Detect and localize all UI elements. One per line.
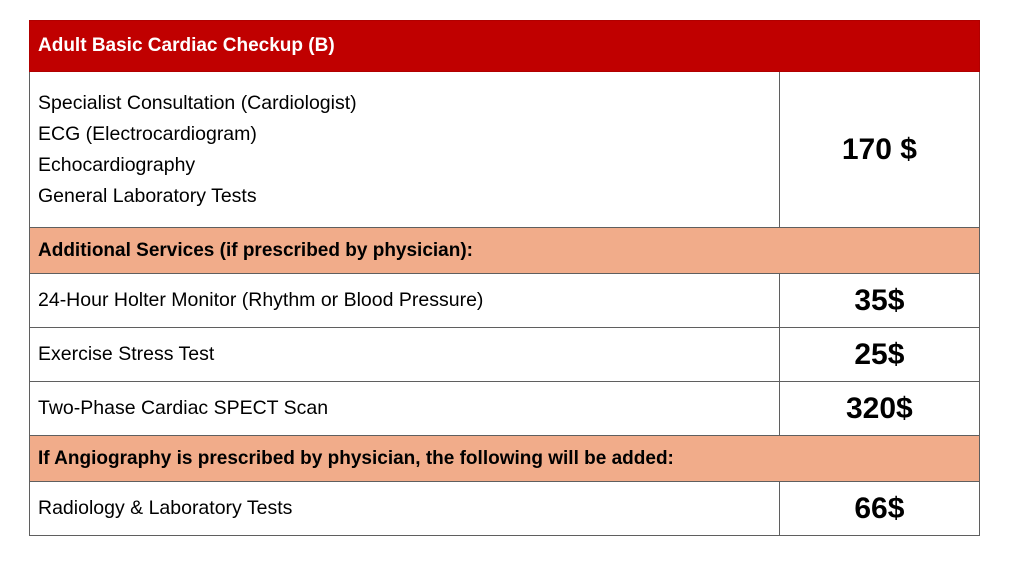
package-row (30, 72, 980, 228)
cardiac-checkup-price-table (29, 20, 980, 536)
service-row-stress-test (30, 328, 980, 382)
service-price: 320$ (779, 382, 979, 436)
service-label: Radiology & Laboratory Tests (30, 482, 780, 536)
package-item: Specialist Consultation (Cardiologist) (38, 91, 357, 114)
additional-services-header: Additional Services (if prescribed by physician): (30, 228, 980, 274)
service-label: Exercise Stress Test (30, 328, 780, 382)
service-price: 35$ (779, 274, 979, 328)
service-row-radiology-lab (30, 482, 980, 536)
package-price: 170 $ (779, 72, 979, 228)
package-item: ECG (Electrocardiogram) (38, 122, 257, 145)
service-label: 24-Hour Holter Monitor (Rhythm or Blood Pressure) (30, 274, 780, 328)
service-row-spect-scan (30, 382, 980, 436)
package-items-cell (30, 72, 780, 228)
service-price: 66$ (779, 482, 979, 536)
angiography-header: If Angiography is prescribed by physician, the following will be added: (30, 436, 980, 482)
service-price: 25$ (779, 328, 979, 382)
package-item: General Laboratory Tests (38, 184, 257, 207)
service-row-holter (30, 274, 980, 328)
service-label: Two-Phase Cardiac SPECT Scan (30, 382, 780, 436)
package-title: Adult Basic Cardiac Checkup (B) (30, 21, 980, 72)
package-item: Echocardiography (38, 153, 196, 176)
title-row (30, 21, 980, 72)
angiography-header-row (30, 436, 980, 482)
additional-services-header-row (30, 228, 980, 274)
